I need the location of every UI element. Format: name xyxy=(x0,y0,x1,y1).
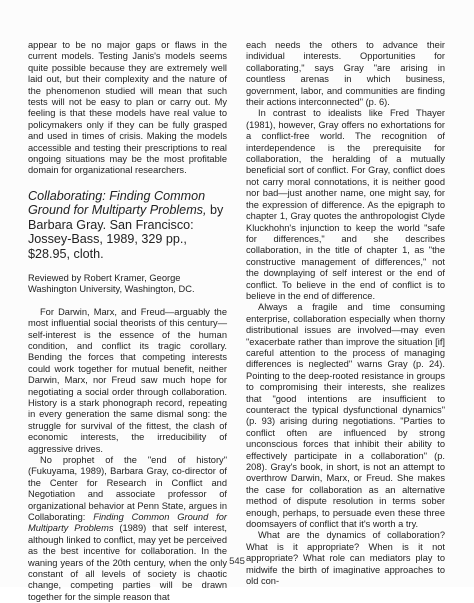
body-paragraph: Always a fragile and time consuming enterprise, collaboration especially when thorny distributional issues are involved—may even "exacerbate rather than improve the situation [if] careful attention to the process of managing differences is neglected" warns Gray (p. 24). Pointing to the deep-rooted resistance in groups to compromising their interests, she realizes that "good intentions are insufficient to counteract the typical dysfunctional dynamics" (p. 93) arising during negotiations. "Parties to conflict often are influenced by strong unconscious forces that inhibit their ability to effectively participate in a collaboration" (p. 208). Gray's book, in short, is not an attempt to overthrow Darwin, Marx, or Freud. She makes the case for collaboration as an alternative method of dispute resolution in terms sober enough, perhaps, to persuade even these three doomsayers of conflict that it's worth a try. xyxy=(246,302,445,530)
left-column xyxy=(28,40,227,603)
body-paragraph xyxy=(28,455,227,603)
body-paragraph: appear to be no major gaps or flaws in the current models. Testing Janis's models seems quite possible because they are extremely well laid out, but their complexity and the nature of the phenomenon studied will mean that such tests will not be easy to plan or carry out. My feeling is that these models have real value to policymakers only if they can be fully grasped and used in times of crisis. Making the models accessible and testing their prescriptions to real ongoing situations may be the most profitable domain for organizational researchers. xyxy=(28,40,227,176)
page-number: 545 xyxy=(229,556,245,567)
book-title: Collaborating: Finding Common Ground for Multiparty Problems, xyxy=(28,188,207,218)
body-paragraph: For Darwin, Marx, and Freud—arguably the most influential social theorists of this century—self-interest is the essence of the human condition, and conflict its tragic corollary. Bending the forces that competing interests could work together for mutual benefit, neither Darwin, Marx, nor Freud saw much hope for negotiating a social order through collaboration. History is a stark phonograph record, repeating in every generation the same dismal song: the struggle for survival of the fittest, the clash of economic interests, the irreducibility of aggressive drives. xyxy=(28,306,227,454)
body-paragraph: What are the dynamics of collaboration? What is it appropriate? When is it not appropriate? What role can mediators play to midwife the birth of imaginative approaches to old con- xyxy=(246,530,445,587)
book-title-inline: Finding Common Ground for Multiparty Problems xyxy=(28,512,227,534)
book-citation: by Barbara Gray. San Francisco: Jossey-Bass, 1989, 329 pp., $28.95, cloth. xyxy=(28,203,224,261)
review-title xyxy=(28,189,227,261)
paragraph-text: (1989) that self interest, although linked to conflict, may yet be perceived as the best incentive for collaboration. In the waning years of the 20th century, when the only constant of all levels of society is chaotic change, competing parties will be drawn together for the simple reason that xyxy=(28,523,227,602)
right-column xyxy=(246,40,445,588)
body-paragraph: In contrast to idealists like Fred Thayer (1981), however, Gray offers no exhortations for a conflict-free world. The recognition of interdependence is the prerequisite for collaboration, the heralding of a mutually beneficial sort of conflict. For Gray, conflict does not carry moral connotations, it is neither good nor bad—just another name, one might say, for the expression of difference. As the epigraph to chapter 1, Gray quotes the anthropologist Clyde Kluckhohn's injunction to keep the world "safe for differences," and she describes collaboration, in the title of chapter 1, as "the constructive management of differences," not the downplaying of self interest or the end of conflict. To believe in the end of conflict is to believe in the end of difference. xyxy=(246,108,445,301)
paragraph-text: No prophet of the "end of history" (Fukuyama, 1989), Barbara Gray, co-director of the Center for Research in Conflict and Negotiation and associate professor of organizational behavior at Penn State, argues in Collaborating: xyxy=(28,455,227,523)
reviewer-byline: Reviewed by Robert Kramer, George Washington University, Washington, DC. xyxy=(28,272,195,295)
body-paragraph: each needs the others to advance their individual interests. Opportunities for collaborating," says Gray "are arising in countless arenas in which business, government, labor, and communities are finding their actions interconnected" (p. 6). xyxy=(246,40,445,108)
